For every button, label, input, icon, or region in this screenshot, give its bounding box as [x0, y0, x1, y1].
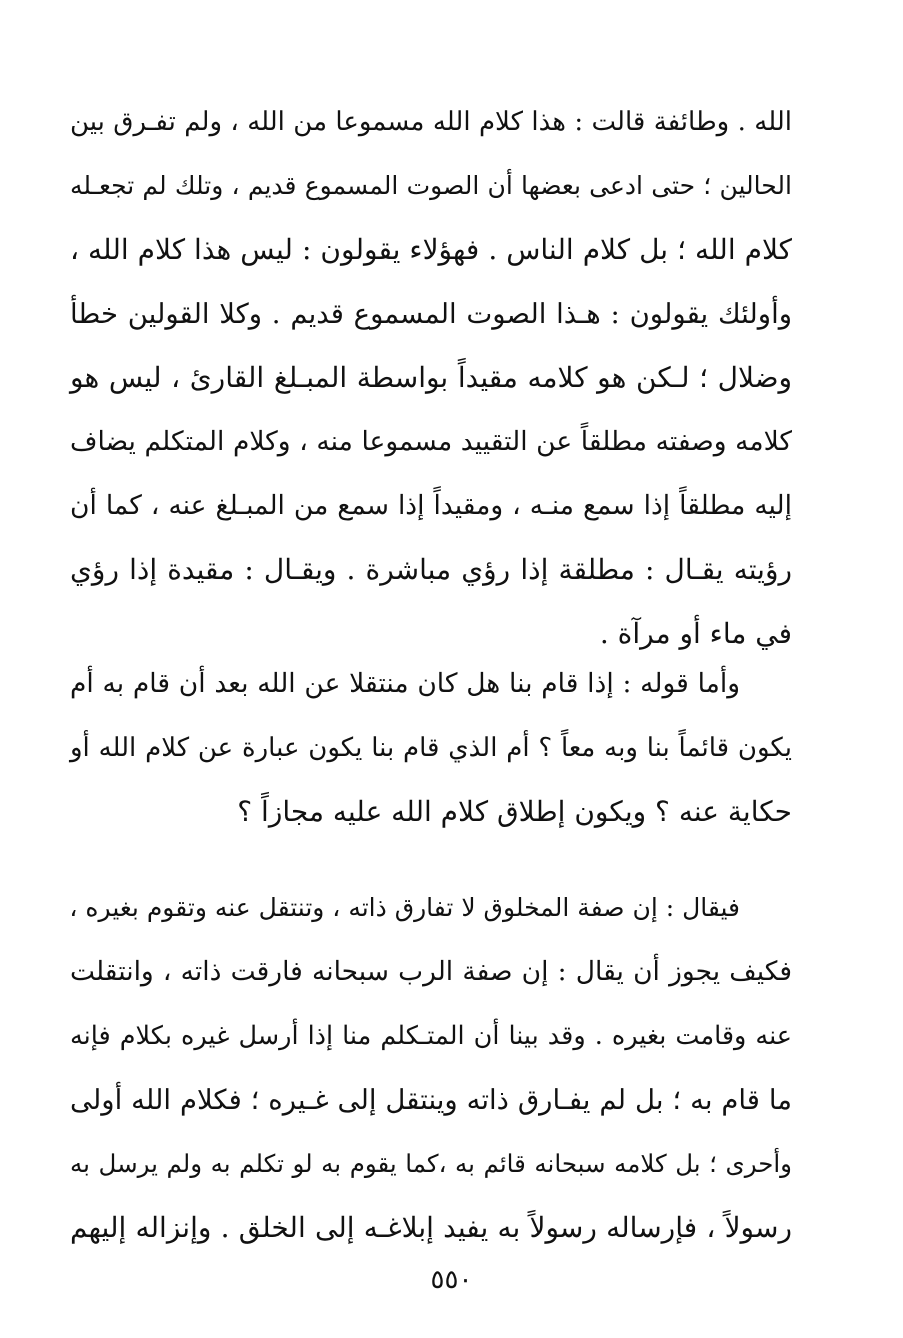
text-line: وأولئك يقولون : هـذا الصوت المسموع قديم . وكلا القولين خطأ [70, 298, 792, 330]
text-line: الله . وطائفة قالت : هذا كلام الله مسموعا من الله ، ولم تفـرق بين [70, 107, 792, 137]
text-line: كلامه وصفته مطلقاً عن التقييد مسموعا منه ، وكلام المتكلم يضاف [70, 426, 792, 457]
text-line: ما قام به ؛ بل لم يفـارق ذاته وينتقل إلى غـيره ؛ فكلام الله أولى [70, 1084, 792, 1116]
text-line: إليه مطلقاً إذا سمع منـه ، ومقيداً إذا سمع من المبـلغ عنه ، كما أن [70, 490, 792, 521]
paragraph-2 [70, 652, 792, 844]
text-line: رسولاً ، فإرساله رسولاً به يفيد إبلاغـه إلى الخلق . وإنزاله إليهم [70, 1211, 792, 1244]
text-line: يكون قائماً بنا وبه معاً ؟ أم الذي قام بنا يكون عبارة عن كلام الله أو [70, 733, 792, 763]
text-line: فكيف يجوز أن يقال : إن صفة الرب سبحانه فارقت ذاته ، وانتقلت [70, 956, 792, 987]
paragraph-1 [70, 90, 792, 666]
text-line: وضلال ؛ لـكن هو كلامه مقيداً بواسطة المبـلغ القارئ ، ليس هو [70, 361, 793, 394]
text-line: حكاية عنه ؟ ويكون إطلاق كلام الله عليه مجازاً ؟ [237, 795, 792, 828]
paragraph-3 [70, 876, 792, 1260]
text-line: كلام الله ؛ بل كلام الناس . فهؤلاء يقولون : ليس هذا كلام الله ، [70, 233, 792, 266]
text-line: الحالين ؛ حتى ادعى بعضها أن الصوت المسموع قديم ، وتلك لم تجعـله [70, 171, 792, 200]
text-line: فيقال : إن صفة المخلوق لا تفارق ذاته ، وتنتقل عنه وتقوم بغيره ، [69, 893, 740, 922]
text-line: رؤيته يقـال : مطلقة إذا رؤي مباشرة . ويقـال : مقيدة إذا رؤي [70, 553, 792, 586]
text-line: وأما قوله : إذا قام بنا هل كان منتقلا عن الله بعد أن قام به أم [70, 668, 740, 699]
text-line: عنه وقامت بغيره . وقد بينا أن المتـكلم منا إذا أرسل غيره بكلام فإنه [70, 1021, 792, 1051]
text-line: في ماء أو مرآة . [599, 617, 792, 650]
text-line: وأحرى ؛ بل كلامه سبحانه قائم به ،كما يقوم به لو تكلم به ولم يرسل به [70, 1149, 792, 1178]
page-number: ٥٥٠ [430, 1265, 473, 1295]
